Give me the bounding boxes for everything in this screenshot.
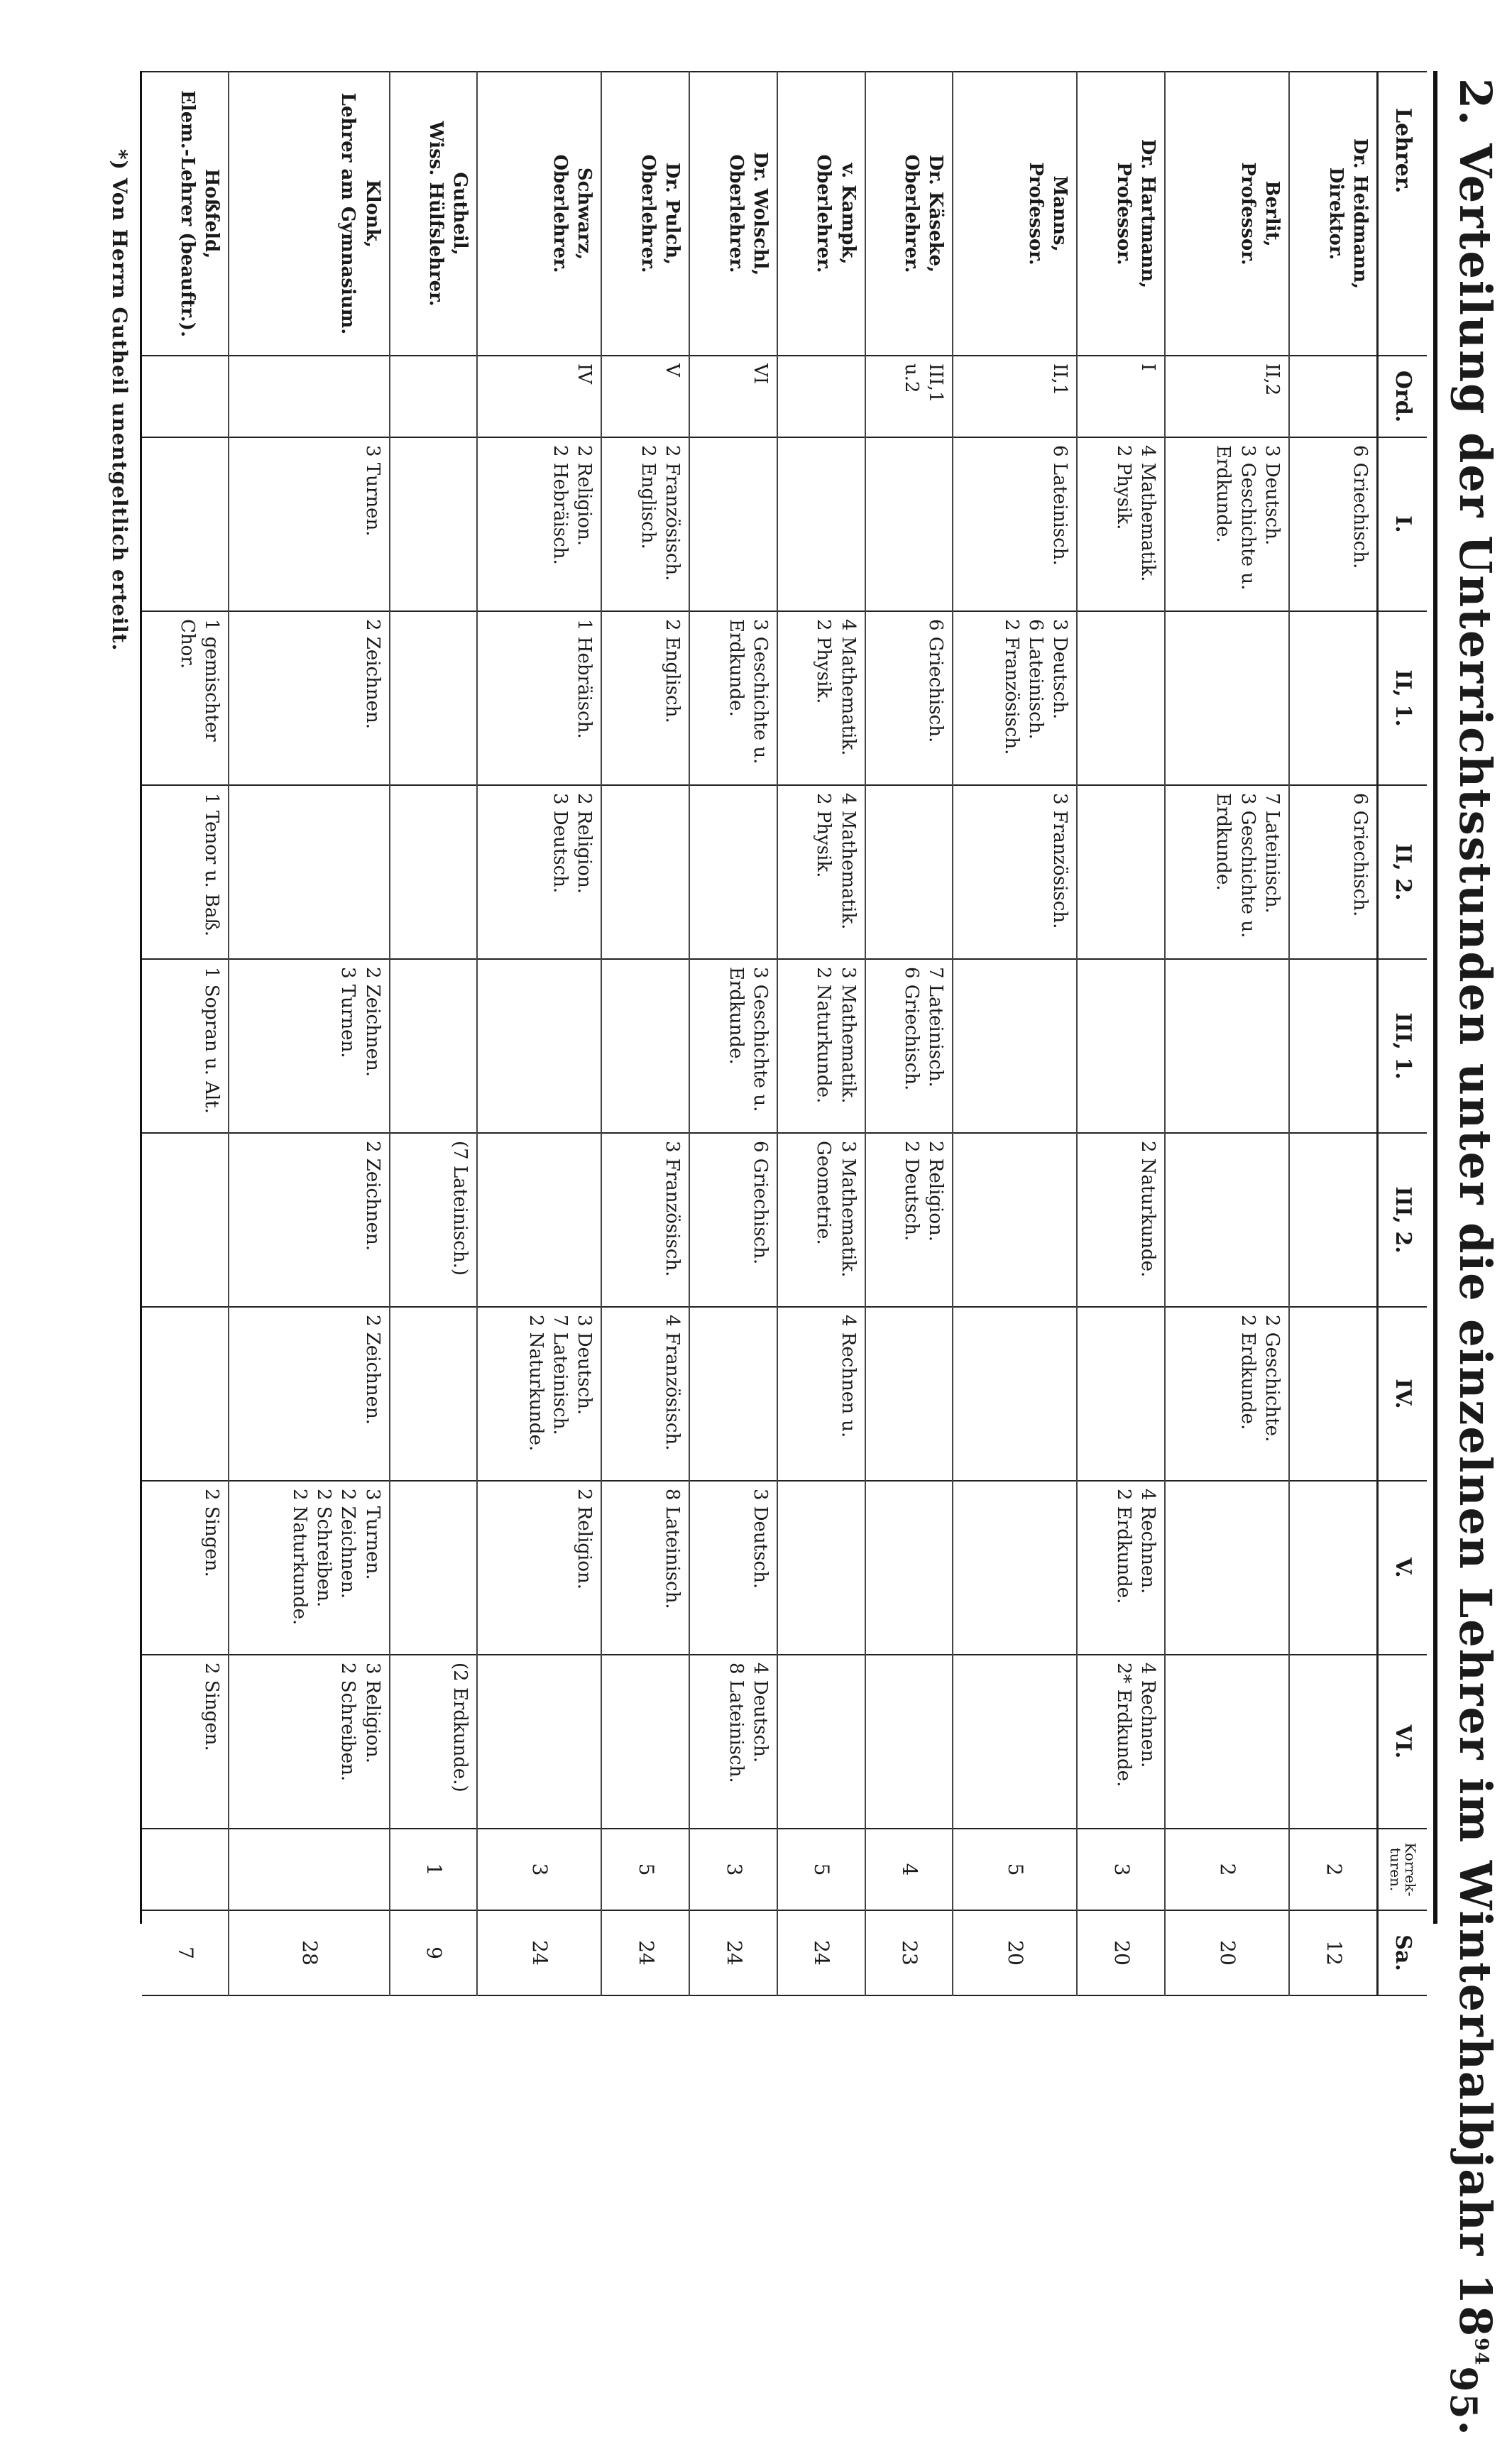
lesson-cell	[865, 785, 953, 959]
lesson-cell	[1289, 611, 1377, 785]
teacher-cell	[602, 72, 690, 356]
ord-cell: V	[602, 356, 690, 437]
teacher-name: Dr. Wolschl,	[749, 151, 771, 276]
lesson-cell	[390, 437, 478, 611]
header-class: I.	[1378, 437, 1428, 611]
lesson-cell: 6 Griechisch.	[865, 611, 953, 785]
teacher-role: Direktor.	[1325, 167, 1347, 261]
sum-cell: 12	[1289, 1910, 1377, 1995]
teacher-cell	[777, 72, 865, 356]
lesson-cell	[477, 959, 601, 1133]
lesson-cell	[1165, 1655, 1289, 1829]
table-row	[689, 72, 777, 1995]
lesson-cell	[1289, 1481, 1377, 1655]
lesson-cell	[142, 437, 229, 611]
teacher-role: Lehrer am Gymnasium.	[337, 92, 359, 335]
lesson-cell: (7 Lateinisch.)	[390, 1133, 478, 1307]
lesson-cell	[865, 437, 953, 611]
table-row	[777, 72, 865, 1995]
header-ord: Ord.	[1378, 356, 1428, 437]
ord-cell: II,2	[1165, 356, 1289, 437]
teacher-name: Dr. Hartmann,	[1137, 138, 1158, 289]
sum-cell: 24	[777, 1910, 865, 1995]
ord-cell	[390, 356, 478, 437]
lesson-cell	[1165, 611, 1289, 785]
header-class: III, 2.	[1378, 1133, 1428, 1307]
ord-cell: VI	[689, 356, 777, 437]
ord-cell: I	[1077, 356, 1165, 437]
lesson-cell	[390, 959, 478, 1133]
lesson-cell	[142, 1133, 229, 1307]
lesson-cell: 6 Griechisch.	[689, 1133, 777, 1307]
lesson-cell	[229, 785, 389, 959]
lesson-cell: 4 Rechnen. 2 Erdkunde.	[1077, 1481, 1165, 1655]
sum-cell: 24	[477, 1910, 601, 1995]
ord-cell: III,1 u.2	[865, 356, 953, 437]
lesson-cell	[1077, 959, 1165, 1133]
lesson-cell	[953, 1307, 1077, 1481]
korrekturen-cell: 5	[953, 1829, 1077, 1910]
lesson-cell: 1 Hebräisch.	[477, 611, 601, 785]
teacher-name: Manns,	[1049, 175, 1071, 252]
teacher-name: Schwarz,	[574, 167, 596, 261]
ord-cell: II,1	[953, 356, 1077, 437]
lesson-cell	[689, 1307, 777, 1481]
table-row	[1165, 72, 1289, 1995]
title-text: 2. Verteilung der Unterrichtsstunden unter die einzelnen Lehrer im Winterhalbjahr 18	[1450, 78, 1501, 2338]
ord-cell	[229, 356, 389, 437]
lesson-cell: 6 Lateinisch.	[953, 437, 1077, 611]
sum-cell: 20	[953, 1910, 1077, 1995]
lesson-cell: 2 Englisch.	[602, 611, 690, 785]
lesson-cell	[390, 611, 478, 785]
lesson-cell: 6 Griechisch.	[1289, 437, 1377, 611]
lesson-cell: 2 Zeichnen.	[229, 1307, 389, 1481]
korrekturen-cell: 3	[477, 1829, 601, 1910]
ord-cell	[777, 356, 865, 437]
lesson-cell: 3 Mathematik. Geometrie.	[777, 1133, 865, 1307]
korrekturen-cell	[229, 1829, 389, 1910]
lesson-cell: 7 Lateinisch. 3 Geschichte u. Erdkunde.	[1165, 785, 1289, 959]
lesson-cell	[1289, 1133, 1377, 1307]
sum-cell: 24	[689, 1910, 777, 1995]
header-row	[1378, 72, 1428, 1995]
lesson-cell: 3 Mathematik. 2 Naturkunde.	[777, 959, 865, 1133]
header-korrekturen-line2: turen.	[1387, 1847, 1404, 1892]
teacher-name: Berlit,	[1261, 180, 1283, 247]
lesson-cell: 3 Französisch.	[602, 1133, 690, 1307]
table-body	[142, 72, 1378, 1995]
teacher-cell	[477, 72, 601, 356]
lesson-cell: 6 Griechisch.	[1289, 785, 1377, 959]
korrekturen-cell: 4	[865, 1829, 953, 1910]
table-row	[1289, 72, 1377, 1995]
lesson-cell	[477, 1655, 601, 1829]
lesson-cell	[953, 1133, 1077, 1307]
header-lehrer: Lehrer.	[1378, 72, 1428, 356]
korrekturen-cell: 2	[1289, 1829, 1377, 1910]
korrekturen-cell: 1	[390, 1829, 478, 1910]
lesson-cell: 2 Singen.	[142, 1655, 229, 1829]
lesson-cell: 4 Deutsch. 8 Lateinisch.	[689, 1655, 777, 1829]
header-class: V.	[1378, 1481, 1428, 1655]
page-title: 2. Verteilung der Unterrichtsstunden unter die einzelnen Lehrer im Winterhalbjahr $18^{94}_{95}$.	[1441, 78, 1501, 2437]
sum-cell: 20	[1077, 1910, 1165, 1995]
lesson-cell	[865, 1307, 953, 1481]
lesson-cell: 2 Religion.	[477, 1481, 601, 1655]
lesson-cell	[602, 785, 690, 959]
teacher-cell	[142, 72, 229, 356]
lesson-cell: 3 Deutsch. 3 Geschichte u. Erdkunde.	[1165, 437, 1289, 611]
header-class: II, 2.	[1378, 785, 1428, 959]
header-class: IV.	[1378, 1307, 1428, 1481]
lesson-cell: 2 Religion. 2 Deutsch.	[865, 1133, 953, 1307]
lesson-cell	[865, 1481, 953, 1655]
korrekturen-cell: 3	[1077, 1829, 1165, 1910]
teacher-role: Oberlehrer.	[549, 154, 571, 273]
ord-cell: IV	[477, 356, 601, 437]
lesson-cell	[865, 1655, 953, 1829]
sum-cell: 7	[142, 1910, 229, 1995]
lesson-cell: 4 Rechnen u.	[777, 1307, 865, 1481]
lesson-cell	[390, 1307, 478, 1481]
lesson-cell	[602, 959, 690, 1133]
table-row	[142, 72, 229, 1995]
lesson-cell	[142, 1307, 229, 1481]
header-class: VI.	[1378, 1655, 1428, 1829]
korrekturen-cell	[142, 1829, 229, 1910]
lesson-cell: (2 Erdkunde.)	[390, 1655, 478, 1829]
sum-cell: 23	[865, 1910, 953, 1995]
title-year-sup: 94	[1470, 2338, 1492, 2367]
header-class: II, 1.	[1378, 611, 1428, 785]
lesson-cell	[477, 1133, 601, 1307]
ord-cell	[142, 356, 229, 437]
lesson-cell	[1165, 1481, 1289, 1655]
korrekturen-cell: 3	[689, 1829, 777, 1910]
title-rule	[1433, 71, 1437, 1924]
lesson-cell: 2 Religion. 3 Deutsch.	[477, 785, 601, 959]
lesson-cell: 2 Zeichnen. 3 Turnen.	[229, 959, 389, 1133]
sum-cell: 9	[390, 1910, 478, 1995]
lesson-cell	[1289, 959, 1377, 1133]
korrekturen-cell: 5	[777, 1829, 865, 1910]
lesson-cell: 3 Religion. 2 Schreiben.	[229, 1655, 389, 1829]
lesson-cell: 3 Deutsch. 7 Lateinisch. 2 Naturkunde.	[477, 1307, 601, 1481]
lesson-cell: 2 Geschichte. 2 Erdkunde.	[1165, 1307, 1289, 1481]
teacher-cell	[689, 72, 777, 356]
teacher-role: Oberlehrer.	[725, 154, 747, 273]
footnote: *) Von Herrn Gutheil unentgeltlich erteilt.	[108, 149, 131, 652]
lesson-cell	[1165, 1133, 1289, 1307]
table-row	[953, 72, 1077, 1995]
teacher-cell	[1165, 72, 1289, 356]
teacher-name: Dr. Pulch,	[662, 162, 684, 265]
teacher-role: Oberlehrer.	[900, 154, 922, 273]
lesson-cell	[777, 1481, 865, 1655]
teacher-role: Professor.	[1237, 162, 1259, 265]
teacher-cell	[1077, 72, 1165, 356]
lesson-cell	[1077, 1307, 1165, 1481]
lesson-cell	[1289, 1655, 1377, 1829]
lesson-cell: 1 Sopran u. Alt.	[142, 959, 229, 1133]
header-korrekturen-line1: Korrek-	[1402, 1842, 1419, 1897]
table-row	[1077, 72, 1165, 1995]
lesson-cell: 1 Tenor u. Baß.	[142, 785, 229, 959]
lesson-cell	[689, 437, 777, 611]
lesson-cell: 1 gemischter Chor.	[142, 611, 229, 785]
lesson-cell: 4 Mathematik. 2 Physik.	[1077, 437, 1165, 611]
lesson-cell: 3 Geschichte u. Erdkunde.	[689, 959, 777, 1133]
korrekturen-cell: 5	[602, 1829, 690, 1910]
lesson-cell	[777, 437, 865, 611]
sum-cell: 20	[1165, 1910, 1289, 1995]
lesson-cell	[1077, 611, 1165, 785]
lesson-cell: 3 Deutsch.	[689, 1481, 777, 1655]
lesson-cell: 3 Geschichte u. Erdkunde.	[689, 611, 777, 785]
timetable-sheet	[140, 71, 1427, 1971]
lesson-cell: 3 Französisch.	[953, 785, 1077, 959]
teacher-role: Professor.	[1112, 162, 1134, 265]
lesson-cell: 4 Französisch.	[602, 1307, 690, 1481]
lesson-cell	[953, 959, 1077, 1133]
teacher-role: Wiss. Hülfslehrer.	[425, 121, 447, 307]
lesson-cell: 2 Religion. 2 Hebräisch.	[477, 437, 601, 611]
table-row	[477, 72, 601, 1995]
lesson-cell	[1077, 785, 1165, 959]
header-korrekturen	[1378, 1829, 1428, 1910]
lesson-cell: 8 Lateinisch.	[602, 1481, 690, 1655]
lesson-cell	[953, 1481, 1077, 1655]
teacher-name: Hoßfeld,	[201, 168, 223, 259]
teacher-name: Klonk,	[361, 180, 383, 248]
header-sa: Sa.	[1378, 1910, 1428, 1995]
lesson-cell: 2 Französisch. 2 Englisch.	[602, 437, 690, 611]
lesson-cell: 3 Turnen. 2 Zeichnen. 2 Schreiben. 2 Naturkunde.	[229, 1481, 389, 1655]
lesson-cell	[1289, 1307, 1377, 1481]
lesson-cell	[953, 1655, 1077, 1829]
teacher-role: Professor.	[1025, 162, 1046, 265]
lesson-cell	[390, 785, 478, 959]
teacher-cell	[1289, 72, 1377, 356]
lesson-cell: 2 Zeichnen.	[229, 1133, 389, 1307]
teacher-role: Oberlehrer.	[637, 154, 659, 273]
lesson-cell: 3 Turnen.	[229, 437, 389, 611]
lesson-cell	[390, 1481, 478, 1655]
teacher-cell	[953, 72, 1077, 356]
lesson-cell: 4 Mathematik. 2 Physik.	[777, 785, 865, 959]
lesson-cell: 3 Deutsch. 6 Lateinisch. 2 Französisch.	[953, 611, 1077, 785]
teacher-cell	[229, 72, 389, 356]
table-row	[229, 72, 389, 1995]
teaching-table	[142, 71, 1427, 1996]
lesson-cell: 2 Zeichnen.	[229, 611, 389, 785]
lesson-cell	[777, 1655, 865, 1829]
lesson-cell	[602, 1655, 690, 1829]
teacher-cell	[865, 72, 953, 356]
sum-cell: 28	[229, 1910, 389, 1995]
sum-cell: 24	[602, 1910, 690, 1995]
korrekturen-cell: 2	[1165, 1829, 1289, 1910]
title-year-sub: 95	[1441, 2366, 1485, 2421]
teacher-name: Dr. Heidmann,	[1349, 138, 1371, 290]
lesson-cell: 2 Naturkunde.	[1077, 1133, 1165, 1307]
lesson-cell	[689, 785, 777, 959]
teacher-name: Dr. Käseke,	[925, 154, 947, 273]
header-class: III, 1.	[1378, 959, 1428, 1133]
table-row	[865, 72, 953, 1995]
teacher-name: Gutheil,	[449, 172, 471, 256]
ord-cell	[1289, 356, 1377, 437]
lesson-cell: 2 Singen.	[142, 1481, 229, 1655]
lesson-cell: 4 Rechnen. 2* Erdkunde.	[1077, 1655, 1165, 1829]
teacher-cell	[390, 72, 478, 356]
teacher-name: v. Kampk,	[837, 163, 859, 265]
lesson-cell	[1165, 959, 1289, 1133]
lesson-cell: 7 Lateinisch. 6 Griechisch.	[865, 959, 953, 1133]
table-row	[602, 72, 690, 1995]
teacher-role: Elem.-Lehrer (beauftr.).	[177, 90, 198, 337]
teacher-role: Oberlehrer.	[813, 154, 835, 273]
table-row	[390, 72, 478, 1995]
lesson-cell: 4 Mathematik. 2 Physik.	[777, 611, 865, 785]
